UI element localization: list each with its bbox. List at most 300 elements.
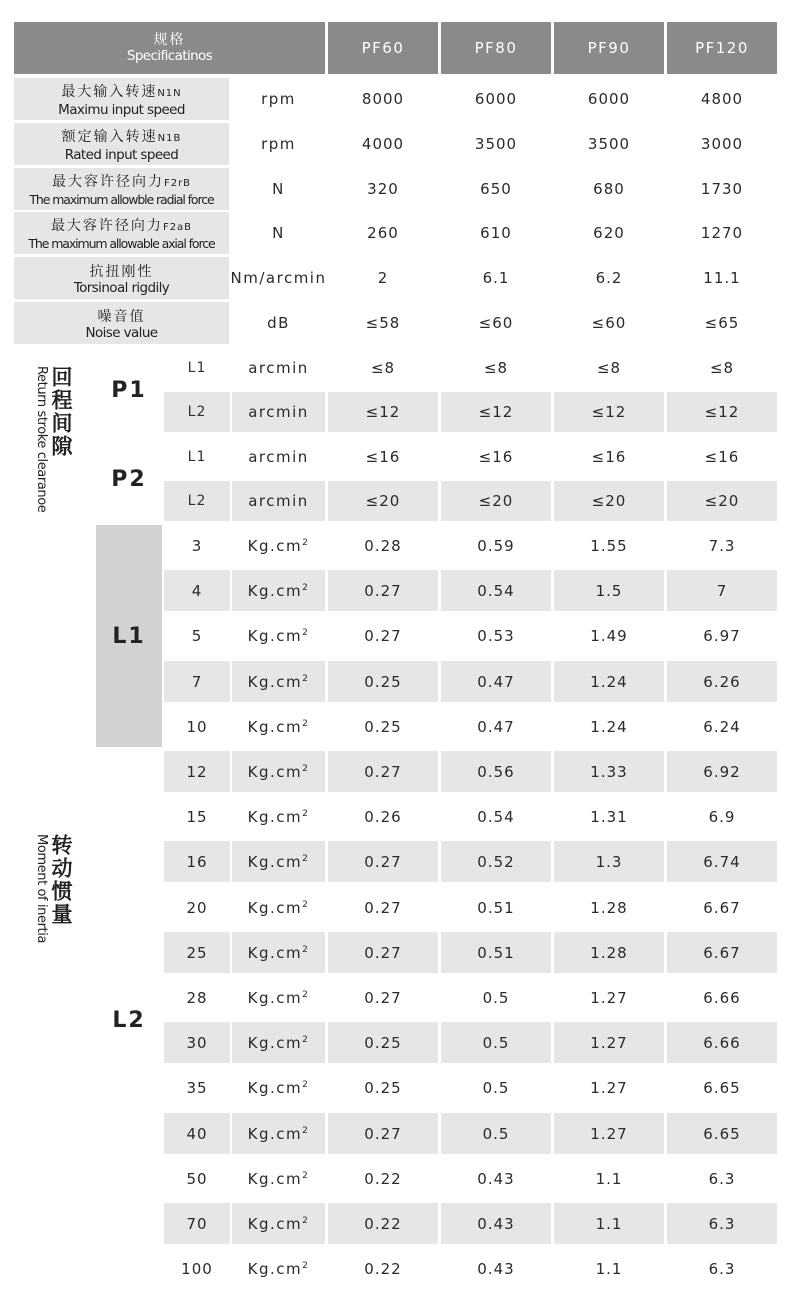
- inertia-value: [667, 615, 777, 656]
- unit-base: Kg.cm: [247, 536, 303, 555]
- header-spec-cn: 规格: [153, 32, 186, 48]
- inertia-value: [441, 841, 551, 882]
- ratio-text: 15: [186, 807, 208, 826]
- value-text: 0.5: [482, 1033, 510, 1052]
- inertia-unit: [232, 615, 325, 656]
- inertia-value: [441, 1113, 551, 1154]
- value-text: 0.27: [364, 626, 402, 645]
- unit-superscript: 2: [302, 899, 310, 910]
- inertia-unit: [232, 977, 325, 1018]
- spec-name-cn: 最大容许径向力: [50, 217, 163, 234]
- unit-text: Nm/arcmin: [230, 269, 327, 287]
- inertia-value: [328, 751, 438, 792]
- value-text: 6.65: [703, 1078, 741, 1097]
- inertia-unit: [232, 1067, 325, 1108]
- value-text: ≤12: [704, 403, 740, 421]
- backlash-label-cn: 回程间隙: [49, 366, 73, 458]
- value-text: 11.1: [703, 269, 741, 287]
- value-text: ≤16: [591, 448, 627, 466]
- inertia-value: [328, 706, 438, 747]
- value-text: 0.56: [477, 762, 515, 781]
- spec-label-2: [14, 168, 229, 210]
- inertia-ratio: [164, 661, 230, 702]
- unit-text: [248, 537, 310, 555]
- inertia-value: [441, 887, 551, 928]
- inertia-unit: [232, 887, 325, 928]
- unit-text: [248, 1260, 310, 1278]
- inertia-value: [441, 570, 551, 611]
- unit-text: [248, 627, 310, 645]
- inertia-value: [554, 706, 664, 747]
- inertia-value: [441, 1248, 551, 1289]
- backlash-value: [667, 348, 777, 388]
- value-text: 1.1: [595, 1214, 623, 1233]
- ratio-text: 28: [186, 988, 208, 1007]
- inertia-value: [328, 1113, 438, 1154]
- value-text: 4000: [361, 135, 405, 153]
- unit-base: Kg.cm: [247, 1033, 303, 1052]
- value-text: 6.9: [708, 807, 736, 826]
- model-name: PF60: [361, 39, 405, 57]
- inertia-value: [554, 977, 664, 1018]
- value-text: 1.24: [590, 672, 628, 691]
- spec-value: [667, 168, 777, 210]
- value-text: 6000: [587, 90, 631, 108]
- ratio-text: 70: [186, 1214, 208, 1233]
- backlash-value: [328, 437, 438, 477]
- inertia-unit: [232, 570, 325, 611]
- backlash-value: [328, 481, 438, 521]
- inertia-unit: [232, 1022, 325, 1063]
- value-text: 0.25: [364, 672, 402, 691]
- backlash-stage: [164, 392, 230, 432]
- spec-unit-4: [232, 257, 325, 299]
- value-text: 3000: [700, 135, 744, 153]
- spec-label-5: [14, 302, 229, 344]
- value-text: 0.59: [477, 536, 515, 555]
- unit-text: [248, 808, 310, 826]
- unit-superscript: 2: [302, 1215, 310, 1226]
- backlash-value: [441, 392, 551, 432]
- spec-value: [441, 302, 551, 344]
- inertia-value: [441, 661, 551, 702]
- unit-base: Kg.cm: [247, 762, 303, 781]
- spec-value: [554, 78, 664, 120]
- value-text: ≤16: [704, 448, 740, 466]
- inertia-group-L1: [96, 525, 162, 747]
- value-text: 6.67: [703, 943, 741, 962]
- inertia-value: [554, 1158, 664, 1199]
- inertia-value: [554, 525, 664, 566]
- inertia-value: [554, 1022, 664, 1063]
- ratio-text: 30: [186, 1033, 208, 1052]
- inertia-vertical-label: [34, 834, 73, 943]
- inertia-value: [441, 706, 551, 747]
- unit-superscript: 2: [302, 673, 310, 684]
- backlash-value: [328, 392, 438, 432]
- value-text: 2: [377, 269, 389, 287]
- unit-text: arcmin: [248, 448, 309, 466]
- inertia-value: [667, 841, 777, 882]
- inertia-value: [667, 661, 777, 702]
- inertia-ratio: [164, 615, 230, 656]
- value-text: ≤16: [365, 448, 401, 466]
- value-text: 6.97: [703, 626, 741, 645]
- inertia-value: [328, 887, 438, 928]
- value-text: ≤20: [704, 492, 740, 510]
- spec-name-cn: 额定输入转速: [61, 128, 158, 145]
- value-text: 0.5: [482, 988, 510, 1007]
- value-text: ≤60: [591, 314, 627, 332]
- value-text: 0.25: [364, 1078, 402, 1097]
- value-text: ≤8: [483, 359, 509, 377]
- value-text: ≤65: [704, 314, 740, 332]
- stage-text: L1: [187, 449, 207, 465]
- value-text: 0.27: [364, 762, 402, 781]
- spec-value: [667, 302, 777, 344]
- value-text: 1.31: [590, 807, 628, 826]
- spec-value: [328, 302, 438, 344]
- unit-superscript: 2: [302, 1034, 310, 1045]
- inertia-value: [328, 615, 438, 656]
- inertia-unit: [232, 1248, 325, 1289]
- value-text: 1.28: [590, 898, 628, 917]
- unit-base: Kg.cm: [247, 852, 303, 871]
- inertia-ratio: [164, 887, 230, 928]
- inertia-value: [441, 1067, 551, 1108]
- unit-superscript: 2: [302, 537, 310, 548]
- value-text: 0.43: [477, 1214, 515, 1233]
- value-text: 0.43: [477, 1259, 515, 1278]
- inertia-unit: [232, 841, 325, 882]
- value-text: ≤16: [478, 448, 514, 466]
- unit-superscript: 2: [302, 1170, 310, 1181]
- value-text: 6.65: [703, 1124, 741, 1143]
- ratio-text: 5: [191, 626, 203, 645]
- inertia-value: [667, 706, 777, 747]
- unit-superscript: 2: [302, 989, 310, 1000]
- inertia-value: [667, 1067, 777, 1108]
- unit-text: rpm: [261, 135, 296, 153]
- unit-text: [248, 582, 310, 600]
- inertia-value: [554, 841, 664, 882]
- spec-value: [667, 123, 777, 165]
- unit-text: rpm: [261, 90, 296, 108]
- spec-name-en: Maximu input speed: [58, 101, 185, 118]
- inertia-value: [441, 615, 551, 656]
- backlash-stage: [164, 481, 230, 521]
- value-text: 260: [367, 224, 399, 242]
- value-text: 1.24: [590, 717, 628, 736]
- spec-unit-0: [232, 78, 325, 120]
- inertia-value: [554, 1203, 664, 1244]
- header-model-0: [328, 22, 438, 74]
- spec-label-4: [14, 257, 229, 299]
- value-text: 1.55: [590, 536, 628, 555]
- backlash-group-P2: [96, 437, 162, 521]
- value-text: 0.54: [477, 807, 515, 826]
- value-text: 1.33: [590, 762, 628, 781]
- inertia-value: [667, 751, 777, 792]
- value-text: 6.3: [708, 1169, 736, 1188]
- stage-text: L2: [187, 404, 207, 420]
- inertia-unit: [232, 525, 325, 566]
- value-text: 6.24: [703, 717, 741, 736]
- unit-text: [248, 944, 310, 962]
- inertia-value: [667, 1158, 777, 1199]
- inertia-value: [667, 570, 777, 611]
- value-text: 6.74: [703, 852, 741, 871]
- spec-name-en: Noise value: [85, 324, 158, 341]
- value-text: ≤12: [478, 403, 514, 421]
- value-text: 320: [367, 180, 399, 198]
- value-text: 0.25: [364, 717, 402, 736]
- unit-base: Kg.cm: [247, 1259, 303, 1278]
- value-text: 0.25: [364, 1033, 402, 1052]
- backlash-stage: [164, 348, 230, 388]
- inertia-unit: [232, 661, 325, 702]
- inertia-value: [554, 570, 664, 611]
- value-text: 6.3: [708, 1259, 736, 1278]
- value-text: 1.1: [595, 1259, 623, 1278]
- unit-base: Kg.cm: [247, 1169, 303, 1188]
- backlash-value: [441, 437, 551, 477]
- inertia-unit: [232, 1203, 325, 1244]
- spec-value: [328, 123, 438, 165]
- unit-text: [248, 853, 310, 871]
- ratio-text: 12: [186, 762, 208, 781]
- value-text: 1.49: [590, 626, 628, 645]
- backlash-value: [667, 481, 777, 521]
- header-spec-cell: [14, 22, 325, 74]
- unit-base: Kg.cm: [247, 988, 303, 1007]
- inertia-ratio: [164, 841, 230, 882]
- backlash-unit: [232, 392, 325, 432]
- value-text: 1.3: [595, 852, 623, 871]
- inertia-value: [328, 977, 438, 1018]
- value-text: 620: [593, 224, 625, 242]
- inertia-value: [554, 796, 664, 837]
- backlash-stage: [164, 437, 230, 477]
- inertia-ratio: [164, 796, 230, 837]
- unit-base: Kg.cm: [247, 1124, 303, 1143]
- inertia-unit: [232, 1113, 325, 1154]
- inertia-unit: [232, 1158, 325, 1199]
- inertia-value: [554, 615, 664, 656]
- inertia-ratio: [164, 570, 230, 611]
- unit-text: [248, 989, 310, 1007]
- ratio-text: 3: [191, 536, 203, 555]
- unit-text: [248, 1215, 310, 1233]
- spec-value: [441, 123, 551, 165]
- value-text: 610: [480, 224, 512, 242]
- spec-value: [328, 168, 438, 210]
- spec-code: N1B: [157, 132, 182, 144]
- inertia-value: [554, 661, 664, 702]
- spec-value: [328, 257, 438, 299]
- spec-value: [554, 212, 664, 254]
- backlash-value: [554, 392, 664, 432]
- inertia-value: [328, 570, 438, 611]
- value-text: ≤58: [365, 314, 401, 332]
- value-text: 0.53: [477, 626, 515, 645]
- unit-base: Kg.cm: [247, 581, 303, 600]
- inertia-label-en: Moment of inertia: [34, 834, 49, 944]
- inertia-group-L2: [96, 751, 162, 1289]
- backlash-value: [328, 348, 438, 388]
- inertia-value: [328, 841, 438, 882]
- inertia-value: [441, 796, 551, 837]
- value-text: 1.27: [590, 988, 628, 1007]
- spec-name-cn: 最大容许径向力: [51, 173, 164, 190]
- inertia-unit: [232, 796, 325, 837]
- value-text: 0.5: [482, 1124, 510, 1143]
- inertia-ratio: [164, 1067, 230, 1108]
- value-text: 0.27: [364, 581, 402, 600]
- unit-text: [248, 1125, 310, 1143]
- value-text: ≤12: [591, 403, 627, 421]
- value-text: 1.27: [590, 1078, 628, 1097]
- spec-name-en: Rated input speed: [64, 146, 179, 163]
- value-text: ≤20: [365, 492, 401, 510]
- value-text: 0.22: [364, 1169, 402, 1188]
- inertia-value: [554, 932, 664, 973]
- value-text: 1270: [700, 224, 744, 242]
- value-text: 0.27: [364, 988, 402, 1007]
- value-text: 680: [593, 180, 625, 198]
- value-text: 0.22: [364, 1214, 402, 1233]
- unit-superscript: 2: [302, 808, 310, 819]
- unit-superscript: 2: [302, 763, 310, 774]
- value-text: 1730: [700, 180, 744, 198]
- unit-superscript: 2: [302, 1125, 310, 1136]
- inertia-value: [328, 1022, 438, 1063]
- value-text: 6.2: [595, 269, 623, 287]
- spec-label-cn-line: [90, 261, 154, 280]
- backlash-vertical-label: [34, 366, 73, 512]
- value-text: 6.26: [703, 672, 741, 691]
- inertia-value: [441, 1158, 551, 1199]
- inertia-value: [667, 1203, 777, 1244]
- inertia-value: [441, 932, 551, 973]
- unit-text: [248, 1034, 310, 1052]
- inertia-value: [328, 1067, 438, 1108]
- inertia-ratio: [164, 706, 230, 747]
- unit-base: Kg.cm: [247, 1214, 303, 1233]
- ratio-text: 7: [191, 672, 203, 691]
- unit-text: [248, 763, 310, 781]
- inertia-unit: [232, 751, 325, 792]
- ratio-text: 40: [186, 1124, 208, 1143]
- inertia-value: [667, 1022, 777, 1063]
- spec-label-cn-line: [62, 126, 182, 147]
- value-text: ≤20: [591, 492, 627, 510]
- inertia-value: [667, 932, 777, 973]
- spec-value: [441, 257, 551, 299]
- stage-text: L1: [187, 360, 207, 376]
- value-text: 1.27: [590, 1033, 628, 1052]
- unit-base: Kg.cm: [247, 626, 303, 645]
- stage-text: L2: [187, 493, 207, 509]
- value-text: ≤60: [478, 314, 514, 332]
- spec-name-en: Torsinoal rigdily: [73, 279, 170, 296]
- spec-value: [328, 212, 438, 254]
- value-text: 0.54: [477, 581, 515, 600]
- inertia-value: [328, 796, 438, 837]
- spec-name-cn: 最大输入转速: [61, 83, 158, 100]
- spec-value: [328, 78, 438, 120]
- model-name: PF80: [474, 39, 518, 57]
- value-text: 8000: [361, 90, 405, 108]
- unit-superscript: 2: [302, 627, 310, 638]
- spec-value: [441, 168, 551, 210]
- inertia-value: [667, 977, 777, 1018]
- spec-name-cn: 抗扭刚性: [89, 263, 154, 280]
- inertia-unit: [232, 932, 325, 973]
- ratio-text: 10: [186, 717, 208, 736]
- unit-base: Kg.cm: [247, 717, 303, 736]
- backlash-unit: [232, 437, 325, 477]
- value-text: 6.66: [703, 988, 741, 1007]
- inertia-value: [554, 1248, 664, 1289]
- spec-unit-2: [232, 168, 325, 210]
- unit-superscript: 2: [302, 718, 310, 729]
- backlash-value: [441, 481, 551, 521]
- value-text: 0.51: [477, 898, 515, 917]
- inertia-value: [328, 1248, 438, 1289]
- unit-text: [248, 718, 310, 736]
- unit-base: Kg.cm: [247, 898, 303, 917]
- inertia-value: [328, 1203, 438, 1244]
- unit-superscript: 2: [302, 944, 310, 955]
- unit-text: [248, 673, 310, 691]
- backlash-unit: [232, 348, 325, 388]
- spec-unit-3: [232, 212, 325, 254]
- inertia-value: [554, 1067, 664, 1108]
- value-text: 6.67: [703, 898, 741, 917]
- spec-value: [667, 257, 777, 299]
- inertia-value: [441, 1203, 551, 1244]
- value-text: 650: [480, 180, 512, 198]
- value-text: 0.27: [364, 898, 402, 917]
- unit-base: Kg.cm: [247, 672, 303, 691]
- ratio-text: 35: [186, 1078, 208, 1097]
- spec-value: [554, 168, 664, 210]
- unit-text: [248, 1170, 310, 1188]
- value-text: ≤20: [478, 492, 514, 510]
- unit-text: [248, 1079, 310, 1097]
- spec-label-1: [14, 123, 229, 165]
- backlash-value: [667, 437, 777, 477]
- spec-value: [554, 123, 664, 165]
- unit-text: arcmin: [248, 403, 309, 421]
- value-text: 1.27: [590, 1124, 628, 1143]
- value-text: 0.27: [364, 943, 402, 962]
- inertia-ratio: [164, 1248, 230, 1289]
- value-text: 0.51: [477, 943, 515, 962]
- inertia-value: [667, 1248, 777, 1289]
- value-text: 0.22: [364, 1259, 402, 1278]
- spec-code: F2rB: [163, 177, 192, 189]
- value-text: 0.28: [364, 536, 402, 555]
- spec-label-cn-line: [98, 306, 146, 325]
- value-text: 0.43: [477, 1169, 515, 1188]
- unit-superscript: 2: [302, 582, 310, 593]
- backlash-value: [554, 437, 664, 477]
- inertia-value: [328, 661, 438, 702]
- inertia-value: [328, 525, 438, 566]
- inertia-ratio: [164, 932, 230, 973]
